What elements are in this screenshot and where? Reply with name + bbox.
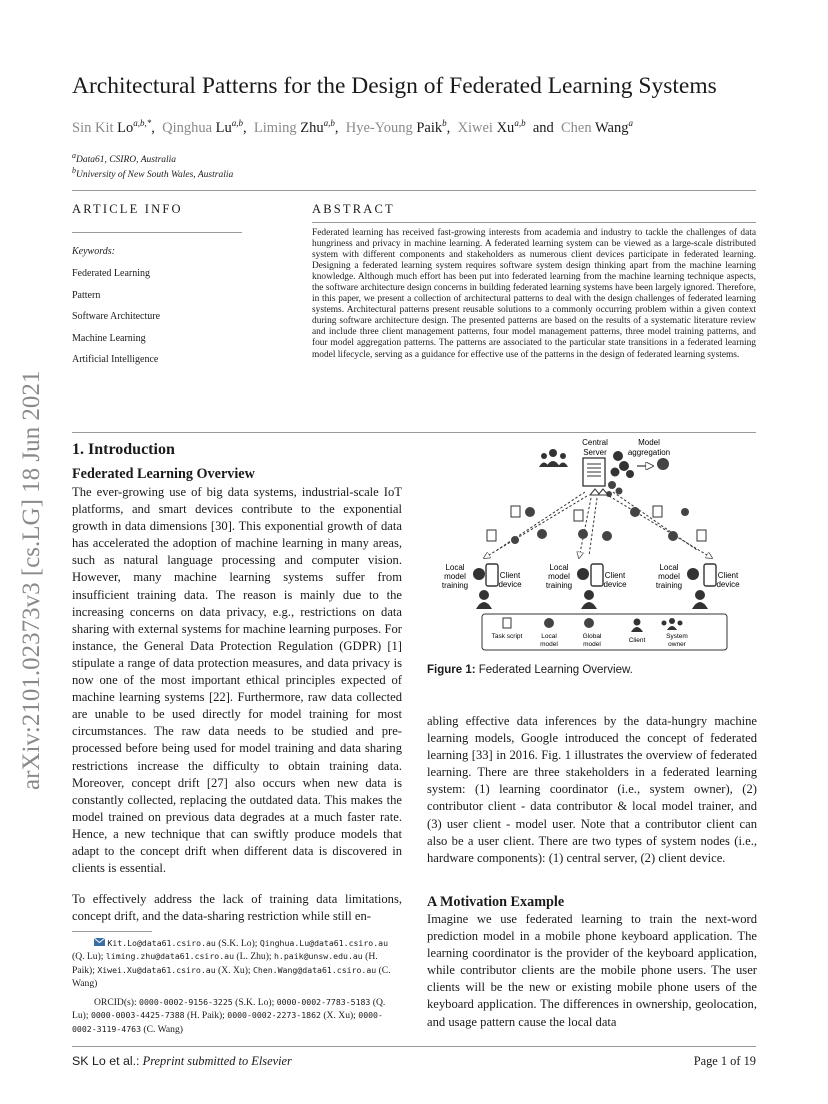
label-model-aggregation-2: aggregation [627, 448, 671, 457]
svg-text:model: model [444, 572, 466, 581]
email-icon [94, 938, 105, 946]
client-group-1 [442, 563, 522, 609]
footnote-divider [72, 931, 152, 932]
article-info-heading: ARTICLE INFO [72, 202, 183, 216]
author: Qinghua Lu$^{a,b}$ [162, 118, 244, 136]
divider [72, 190, 756, 191]
affiliation: $^a$Data61, CSIRO, Australia [72, 151, 177, 166]
author: Sin Kit $Lo^{a,b,*}$ [72, 118, 152, 136]
server-icon [583, 458, 605, 486]
keyword: Machine Learning [72, 333, 146, 344]
svg-text:Local: Local [445, 563, 465, 572]
global-model-icon [606, 481, 623, 497]
svg-text:device: device [603, 580, 627, 589]
federated-learning-figure [427, 434, 757, 654]
author-list: Sin Kit $Lo^{a,b,*}$, Qinghua Lu$^{a,b}$, Liming Zhu$^{a,b}$, Hye-Young Paik$^b$, Xiwei Xu$^{a,b}$ and Chen Wang$^a$ [72, 118, 633, 136]
paper-title: Architectural Patterns for the Design of Federated Learning Systems [72, 73, 717, 99]
svg-text:model: model [658, 572, 680, 581]
figure-legend [482, 614, 727, 650]
abstract-text: Federated learning has received fast-growing interests from academia and industry to tackle the challenges of data hungriness and privacy in machine learning. A federated learning system can be viewed as a large-scale distributed system with different components and stakeholders as numerous client devices participate in federated learning. Designing a federated learning system requires software system design thinking apart from the machine learning knowledge. Although much effort has been put into federated learning from the machine learning technique aspects, the software architecture design concerns in building federated learning systems have been largely ignored. Therefore, in this paper, we present a collection of architectural patterns to deal with the design challenges of federated learning systems. Architectural patterns present reusable solutions to a commonly occurring problem within a given context during software architecture design. The presented patterns are based on the results of a systematic literature review and include three client management patterns, four model management patterns, three model training patterns, and four model aggregation patterns. The patterns are associated to the particular state transitions in a federated learning model lifecycle, serving as a guidance for effective use of the patterns in the design of federated learning systems. [312, 228, 756, 360]
svg-text:Client: Client [717, 571, 739, 580]
svg-text:model: model [583, 641, 601, 648]
subsection-heading: A Motivation Example [427, 894, 565, 910]
label-central-server-1: Central [582, 438, 608, 447]
keyword: Federated Learning [72, 268, 151, 279]
svg-text:Local: Local [549, 563, 569, 572]
author: Hye-Young Paik$^b$ [345, 118, 447, 136]
svg-text:Client: Client [499, 571, 521, 580]
label-central-server-2: Server [583, 448, 607, 457]
svg-text:training: training [655, 581, 683, 590]
arxiv-stamp: arXiv:2101.02373v3 [cs.LG] 18 Jun 2021 [18, 370, 45, 790]
figure-caption: Figure 1: Federated Learning Overview. [427, 664, 633, 676]
keyword: Software Architecture [72, 311, 161, 322]
svg-text:Client: Client [628, 637, 646, 644]
svg-text:owner: owner [668, 641, 686, 648]
svg-text:model: model [548, 572, 570, 581]
svg-text:device: device [716, 580, 740, 589]
svg-text:Global: Global [582, 633, 602, 640]
svg-text:Client: Client [604, 571, 626, 580]
label-model-aggregation-1: Model [638, 438, 660, 447]
svg-text:training: training [441, 581, 469, 590]
divider [312, 222, 756, 223]
keyword: Artificial Intelligence [72, 354, 159, 365]
svg-text:device: device [498, 580, 522, 589]
paragraph: Imagine we use federated learning to train the next-word prediction model in a mobile phone keyboard application. The learning coordinator is the provider of the keyboard application, while contributor clients are the mobile phone users. The user clients will be the new or existing mobile phone users of the keyboard application. The differences in ownership, geolocation, and usage pattern cause the local data [427, 912, 757, 1029]
keywords-label: Keywords: [72, 246, 115, 257]
paragraph: To effectively address the lack of training data limitations, concept drift, and the data-sharing restriction while still en- [72, 892, 402, 924]
svg-text:Task script: Task script [491, 633, 523, 640]
footer-divider [72, 1046, 756, 1047]
footnote: Kit.Lo@data61.csiro.au (S.K. Lo); Qinghua.Lu@data61.csiro.au (Q. Lu); liming.zhu@data61.csiro.au (L. Zhu); h.paik@unsw.edu.au (H. Paik); Xiwei.Xu@data61.csiro.au (X. Xu); Chen.Wang@data61.csiro.au (C. Wang) ORCID(s): 0000-0002-9156-3225 (S.K. Lo); 0000-0002-7783-5183 (Q. Lu); 0000-0003-4425-7388 (H. Paik); 0000-0002-2273-1862 (X. Xu); 0000-0002-3119-4763 (C. Wang) [72, 938, 391, 1035]
affiliation: $^b$University of New South Wales, Australia [72, 166, 234, 181]
system-owner-icon [539, 449, 568, 467]
subsection-heading: Federated Learning Overview [72, 466, 255, 482]
paragraph: The ever-growing use of big data systems, industrial-scale IoT platforms, and smart devices contribute to the exponential growth in data dimensions [30]. This exponential growth of data has accelerated the adoption of machine learning in many areas, such as natural language processing and computer vision. However, many machine learning systems suffer from insufficient training data. The reason is mainly due to the increasing concerns on data privacy, e.g., restrictions on data sharing with external systems for machine learning purposes. For instance, the General Data Protection Regulation (GDPR) [1] stipulate a range of data protection measures, and data privacy is now one of the most important ethical principles expected of machine learning systems [22]. Furthermore, raw data collected are unable to be used directly for model training for most circumstances. The raw data needs to be studied and pre-processed before being used for model training and data sharing restrictions increase the difficulty to obtain training data. Moreover, concept drift [27] also occurs when new data is constantly collected, replacing the outdated data. This makes the model trained on previous data degrades at a much faster rate. Hence, a new technique that can swiftly produce models that adapt to the concept drift when different data is discovered in clients is essential. [72, 485, 402, 876]
author: Liming Zhu$^{a,b}$ [253, 118, 335, 136]
svg-text:training: training [545, 581, 573, 590]
section-heading: 1. Introduction [72, 441, 175, 458]
svg-text:Local: Local [541, 633, 557, 640]
abstract-heading: ABSTRACT [312, 202, 395, 216]
divider [72, 232, 242, 233]
keyword: Pattern [72, 290, 101, 301]
svg-text:System: System [666, 633, 688, 640]
paragraph: abling effective data inferences by the data-hungry machine learning models, Google introduced the concept of federated learning [33] in 2016. Fig. 1 illustrates the overview of federated learning. There are three stakeholders in a federated learning system: (1) learning coordinator (i.e., system owner), (2) contributor client - data contributor & local model trainer, and (3) user client - model user. Note that a contributor client can also be a user client. There are two types of system nodes (i.e., hardware components): (1) central server, (2) client device. [427, 714, 757, 865]
svg-text:Local: Local [659, 563, 679, 572]
divider [72, 432, 756, 433]
svg-text:model: model [540, 641, 558, 648]
client-group-3 [656, 563, 740, 609]
client-group-2 [546, 563, 627, 609]
footer-left: SK Lo et al.: Preprint submitted to Elsevier [72, 1054, 292, 1068]
page-number: Page 1 of 19 [693, 1054, 756, 1068]
author: Chen Wang$^a$ [561, 118, 633, 136]
author: Xiwei Xu$^{a,b}$ [457, 118, 526, 136]
